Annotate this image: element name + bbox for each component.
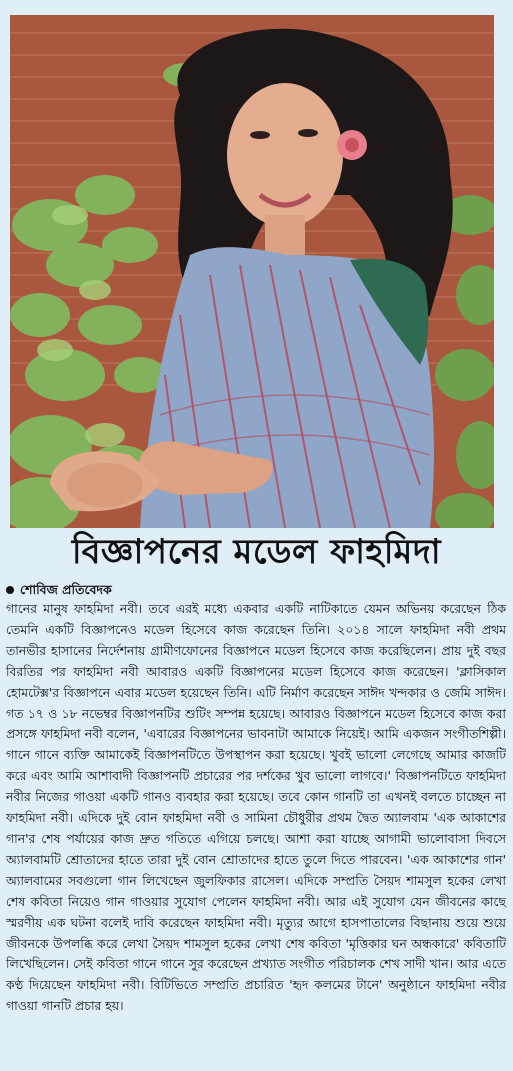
article-byline [6, 581, 112, 599]
article-headline: বিজ্ঞাপনের মডেল ফাহমিদা [71, 532, 442, 572]
article-body: গানের মানুষ ফাহমিদা নবী। তবে এরই মধ্যে একবার একটি নাটিকাতে যেমন অভিনয় করেছেন ঠিক তেমনি একটি বিজ্ঞাপনেও মডেল হিসেবে কাজ করেছেন তিনি। ২০১৪ সালে ফাহমিদা নবী প্রথম তানভীর হাসানের নির্দেশনায় গ্রামীণফোনের বিজ্ঞাপনে মডেল হিসেবে কাজ করেছিলেন। প্রায় দুই বছর বিরতির পর ফাহমিদা নবী আবারও একটি বিজ্ঞাপনের মডেল হিসেবে কাজ করেছেন। 'ক্লাসিকাল হোমটেক্স'র বিজ্ঞাপনে এবার মডেল হয়েছেন তিনি। এটি নির্মাণ করেছেন সাঈদ খন্দকার ও জেমি সাঈদ। গত ১৭ ও ১৮ নভেম্বর বিজ্ঞাপনটির শুটিং সম্পন্ন হয়েছে। আবারও বিজ্ঞাপনে মডেল হিসেবে কাজ করা প্রসঙ্গে ফাহমিদা নবী বলেন, 'এবারের বিজ্ঞাপনের ভাবনাটা আমাকে নিয়েই। আমি একজন সংগীতশিল্পী। গানে গানে ব্যক্তি আমাকেই বিজ্ঞাপনটিতে উপস্থাপন করা হয়েছে। খুবই ভালো লেগেছে আমার কাজটি করে এবং আমি আশাবাদী বিজ্ঞাপনটি প্রচারের পর দর্শকের খুব ভালো লাগবে।' বিজ্ঞাপনটিতে ফাহমিদা নবীর নিজের গাওয়া একটি গানও ব্যবহার করা হয়েছে। তবে কোন গানটি তা এখনই বলতে চাচ্ছেন না ফাহমিদা নবী। এদিকে দুই বোন ফাহমিদা নবী ও সামিনা চৌধুরীর প্রথম দ্বৈত অ্যালবাম 'এক আকাশের গান'র শেষ পর্যায়ের কাজ দ্রুত গতিতে এগিয়ে চলছে। আশা করা যাচ্ছে আগামী ভালোবাসা দিবসে অ্যালবামটি শ্রোতাদের হাতে তারা দুই বোন শ্রোতাদের হাতে তুলে দিতে পারবেন। 'এক আকাশের গান' অ্যালবামের সবগুলো গান লিখেছেন জুলফিকার রাসেল। এদিকে সম্প্রতি সৈয়দ শামসুল হকের লেখা শেষ কবিতা নিয়েও গান গাওয়ার সুযোগ পেলেন ফাহমিদা নবী। আর এই সুযোগ যেন জীবনের কাছে স্মরণীয় এক ঘটনা বলেই দাবি করেছেন ফাহমিদা নবী। মৃত্যুর আগে হাসপাতালের বিছানায় শুয়ে শুয়ে জীবনকে উপলব্ধি করে লেখা সৈয়দ শামসুল হকের লেখা শেষ কবিতা 'মৃত্তিকার ঘন অন্ধকারে' কবিতাটি লিখেছিলেন। সেই কবিতা গানে গানে সুর করেছেন প্রখ্যাত সংগীত পরিচালক শেখ সাদী খান। আর এতে কণ্ঠ দিয়েছেন ফাহমিদা নবী। বিটিভিতে সম্প্রতি প্রচারিত 'হৃদ কলমের টানে' অনুষ্ঠানে ফাহমিদা নবীর গাওয়া গানটি প্রচার হয়। [6, 601, 506, 1014]
article-photo [10, 15, 494, 528]
byline-text: শোবিজ প্রতিবেদক [20, 582, 112, 597]
bullet-icon [6, 586, 14, 594]
